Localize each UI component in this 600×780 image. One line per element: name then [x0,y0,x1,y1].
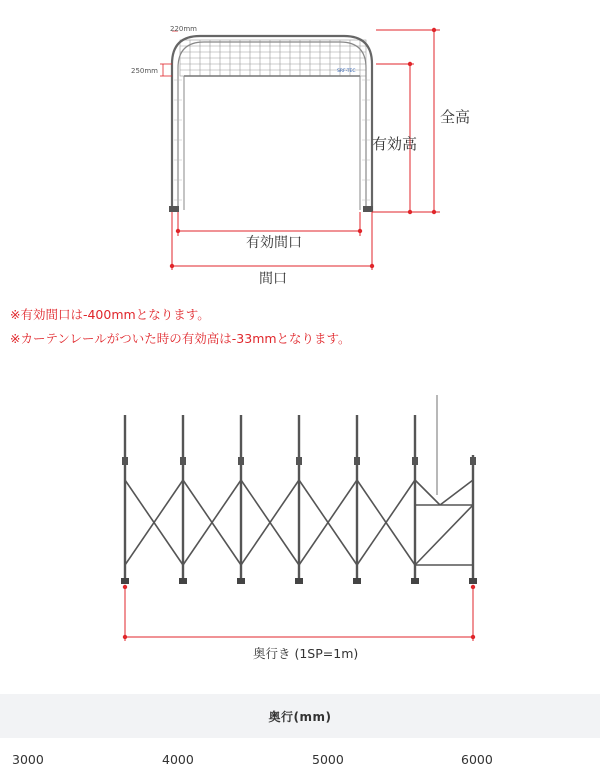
notes [10,303,351,351]
side-view-diagram [0,385,600,670]
brand-logo: SRF-TEC [337,69,356,74]
spec-table-header [0,694,600,738]
spec-value-5000: 5000 [312,752,344,767]
front-view-diagram [0,0,600,300]
note-effective-height: ※カーテンレールがついた時の有効高は-33mmとなります。 [10,331,351,346]
label-overall-height: 全高 [440,108,471,126]
label-effective-width: 有効間口 [246,235,302,251]
label-effective-height: 有効高 [372,135,418,153]
label-width: 間口 [259,271,287,287]
spec-header-label: 奥行(mm) [268,709,332,724]
frame-outer [172,36,372,212]
spec-value-3000: 3000 [12,752,44,767]
dim-250mm: 250mm [131,67,158,75]
dim-220mm: 220mm [170,25,197,33]
note-effective-width: ※有効間口は-400mmとなります。 [10,307,210,322]
label-depth: 奥行き (1SP=1m) [253,646,359,661]
spec-value-6000: 6000 [461,752,493,767]
table-row [0,738,600,780]
spec-value-4000: 4000 [162,752,194,767]
cross-braces [125,480,415,565]
